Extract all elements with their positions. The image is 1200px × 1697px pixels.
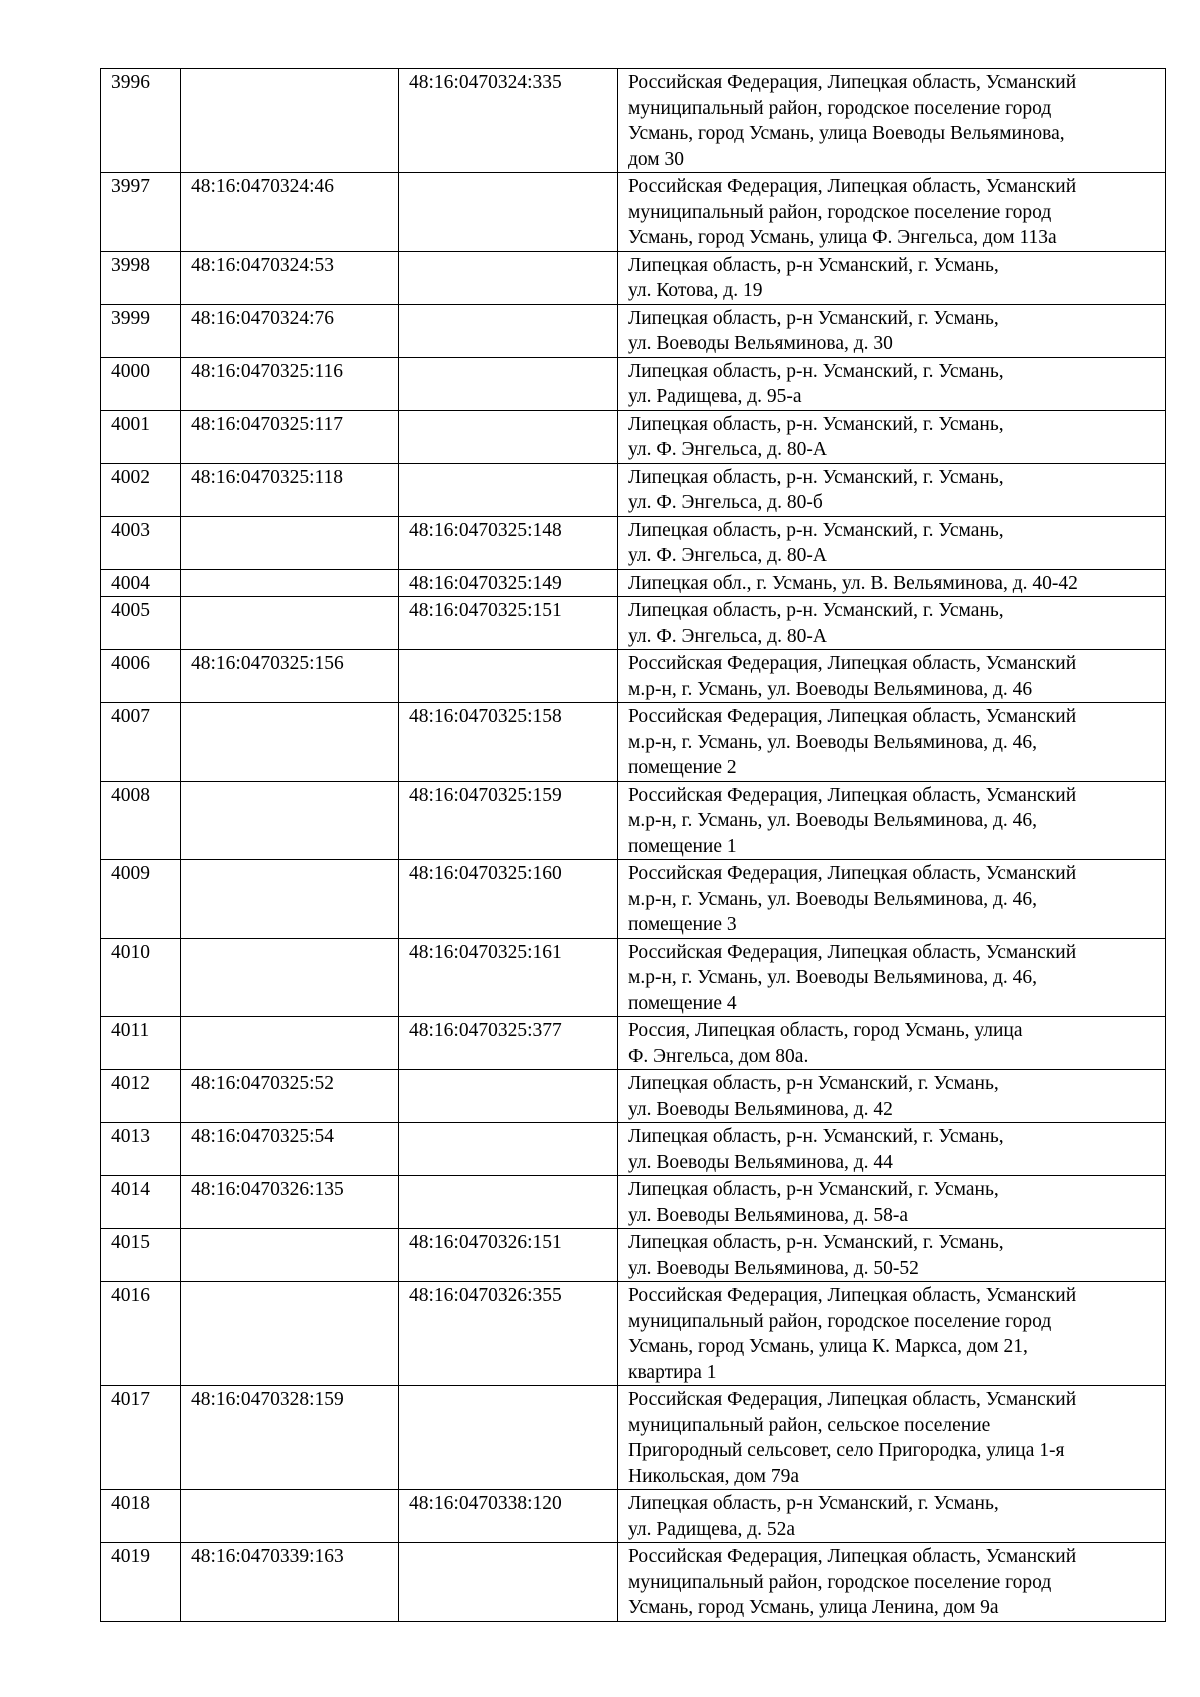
table-row [101, 650, 1166, 703]
land-cadastral-number-cell [181, 597, 399, 650]
row-number-cell: 4005 [101, 597, 181, 650]
table-row [101, 1176, 1166, 1229]
land-cadastral-number-cell [181, 569, 399, 597]
building-cadastral-number-cell: 48:16:0470324:335 [399, 69, 618, 173]
table-row [101, 1017, 1166, 1070]
building-cadastral-number-cell [399, 357, 618, 410]
building-cadastral-number-cell [399, 1070, 618, 1123]
land-cadastral-number-cell: 48:16:0470328:159 [181, 1386, 399, 1490]
address-cell: Липецкая область, р-н. Усманский, г. Усмань, ул. Ф. Энгельса, д. 80-А [618, 516, 1166, 569]
table-row [101, 410, 1166, 463]
land-cadastral-number-cell: 48:16:0470324:53 [181, 251, 399, 304]
table-row [101, 357, 1166, 410]
building-cadastral-number-cell [399, 1123, 618, 1176]
land-cadastral-number-cell: 48:16:0470325:116 [181, 357, 399, 410]
row-number-cell: 4007 [101, 703, 181, 782]
land-cadastral-number-cell [181, 1017, 399, 1070]
building-cadastral-number-cell: 48:16:0470325:161 [399, 938, 618, 1017]
address-cell: Липецкая область, р-н Усманский, г. Усмань, ул. Воеводы Вельяминова, д. 58-а [618, 1176, 1166, 1229]
building-cadastral-number-cell: 48:16:0470325:160 [399, 860, 618, 939]
building-cadastral-number-cell: 48:16:0470325:158 [399, 703, 618, 782]
table-row [101, 1229, 1166, 1282]
table-row [101, 516, 1166, 569]
row-number-cell: 4014 [101, 1176, 181, 1229]
row-number-cell: 4012 [101, 1070, 181, 1123]
row-number-cell: 4010 [101, 938, 181, 1017]
address-cell: Российская Федерация, Липецкая область, Усманский м.р-н, г. Усмань, ул. Воеводы Вельяминова, д. 46, помещение 1 [618, 781, 1166, 860]
building-cadastral-number-cell [399, 173, 618, 252]
building-cadastral-number-cell [399, 650, 618, 703]
land-cadastral-number-cell [181, 860, 399, 939]
land-cadastral-number-cell [181, 516, 399, 569]
row-number-cell: 4000 [101, 357, 181, 410]
table-row [101, 463, 1166, 516]
address-cell: Липецкая область, р-н. Усманский, г. Усмань, ул. Радищева, д. 95-а [618, 357, 1166, 410]
row-number-cell: 4009 [101, 860, 181, 939]
building-cadastral-number-cell [399, 410, 618, 463]
address-cell: Российская Федерация, Липецкая область, Усманский м.р-н, г. Усмань, ул. Воеводы Вельяминова, д. 46, помещение 4 [618, 938, 1166, 1017]
address-cell: Липецкая область, р-н Усманский, г. Усмань, ул. Котова, д. 19 [618, 251, 1166, 304]
table-row [101, 860, 1166, 939]
table-row [101, 703, 1166, 782]
building-cadastral-number-cell [399, 1176, 618, 1229]
table-row [101, 938, 1166, 1017]
building-cadastral-number-cell: 48:16:0470325:151 [399, 597, 618, 650]
row-number-cell: 4011 [101, 1017, 181, 1070]
building-cadastral-number-cell: 48:16:0470326:151 [399, 1229, 618, 1282]
land-cadastral-number-cell [181, 781, 399, 860]
address-cell: Липецкая область, р-н. Усманский, г. Усмань, ул. Воеводы Вельяминова, д. 44 [618, 1123, 1166, 1176]
row-number-cell: 4017 [101, 1386, 181, 1490]
row-number-cell: 4006 [101, 650, 181, 703]
row-number-cell: 4008 [101, 781, 181, 860]
building-cadastral-number-cell: 48:16:0470325:377 [399, 1017, 618, 1070]
table-row [101, 597, 1166, 650]
address-cell: Липецкая область, р-н. Усманский, г. Усмань, ул. Ф. Энгельса, д. 80-А [618, 597, 1166, 650]
building-cadastral-number-cell [399, 1543, 618, 1622]
row-number-cell: 4002 [101, 463, 181, 516]
building-cadastral-number-cell: 48:16:0470325:149 [399, 569, 618, 597]
land-cadastral-number-cell: 48:16:0470324:46 [181, 173, 399, 252]
building-cadastral-number-cell: 48:16:0470326:355 [399, 1282, 618, 1386]
table-row [101, 69, 1166, 173]
row-number-cell: 4003 [101, 516, 181, 569]
table-row [101, 781, 1166, 860]
row-number-cell: 4001 [101, 410, 181, 463]
address-cell: Липецкая область, р-н. Усманский, г. Усмань, ул. Ф. Энгельса, д. 80-б [618, 463, 1166, 516]
land-cadastral-number-cell [181, 938, 399, 1017]
table-row [101, 1070, 1166, 1123]
land-cadastral-number-cell: 48:16:0470325:118 [181, 463, 399, 516]
row-number-cell: 3999 [101, 304, 181, 357]
address-cell: Российская Федерация, Липецкая область, Усманский муниципальный район, городское поселение город Усмань, город Усмань, улица К. Маркса, дом 21, квартира 1 [618, 1282, 1166, 1386]
address-cell: Российская Федерация, Липецкая область, Усманский муниципальный район, городское поселение город Усмань, город Усмань, улица Ф. Энгельса, дом 113а [618, 173, 1166, 252]
row-number-cell: 4019 [101, 1543, 181, 1622]
row-number-cell: 3998 [101, 251, 181, 304]
table-row [101, 1490, 1166, 1543]
building-cadastral-number-cell: 48:16:0470338:120 [399, 1490, 618, 1543]
building-cadastral-number-cell [399, 251, 618, 304]
address-cell: Российская Федерация, Липецкая область, Усманский муниципальный район, городское поселение город Усмань, город Усмань, улица Ленина, дом 9а [618, 1543, 1166, 1622]
row-number-cell: 3996 [101, 69, 181, 173]
address-cell: Российская Федерация, Липецкая область, Усманский муниципальный район, городское поселение город Усмань, город Усмань, улица Воеводы Вельяминова, дом 30 [618, 69, 1166, 173]
building-cadastral-number-cell [399, 1386, 618, 1490]
table-row [101, 1123, 1166, 1176]
building-cadastral-number-cell [399, 463, 618, 516]
address-cell: Липецкая область, р-н Усманский, г. Усмань, ул. Воеводы Вельяминова, д. 30 [618, 304, 1166, 357]
land-cadastral-number-cell [181, 1229, 399, 1282]
land-cadastral-number-cell: 48:16:0470326:135 [181, 1176, 399, 1229]
address-cell: Российская Федерация, Липецкая область, Усманский м.р-н, г. Усмань, ул. Воеводы Вельяминова, д. 46, помещение 2 [618, 703, 1166, 782]
land-cadastral-number-cell [181, 1282, 399, 1386]
land-cadastral-number-cell: 48:16:0470339:163 [181, 1543, 399, 1622]
property-registry-table [100, 68, 1166, 1622]
address-cell: Липецкая область, р-н. Усманский, г. Усмань, ул. Ф. Энгельса, д. 80-А [618, 410, 1166, 463]
address-cell: Российская Федерация, Липецкая область, Усманский муниципальный район, сельское поселение Пригородный сельсовет, село Пригородка, улица 1-я Никольская, дом 79а [618, 1386, 1166, 1490]
land-cadastral-number-cell [181, 703, 399, 782]
table-row [101, 304, 1166, 357]
table-row [101, 173, 1166, 252]
registry-table-body [101, 69, 1166, 1622]
table-row [101, 1543, 1166, 1622]
table-row [101, 1282, 1166, 1386]
land-cadastral-number-cell: 48:16:0470325:52 [181, 1070, 399, 1123]
land-cadastral-number-cell: 48:16:0470325:54 [181, 1123, 399, 1176]
address-cell: Российская Федерация, Липецкая область, Усманский м.р-н, г. Усмань, ул. Воеводы Вельяминова, д. 46, помещение 3 [618, 860, 1166, 939]
land-cadastral-number-cell: 48:16:0470325:117 [181, 410, 399, 463]
row-number-cell: 4004 [101, 569, 181, 597]
row-number-cell: 3997 [101, 173, 181, 252]
address-cell: Липецкая область, р-н Усманский, г. Усмань, ул. Радищева, д. 52а [618, 1490, 1166, 1543]
land-cadastral-number-cell: 48:16:0470325:156 [181, 650, 399, 703]
building-cadastral-number-cell: 48:16:0470325:148 [399, 516, 618, 569]
address-cell: Липецкая область, р-н Усманский, г. Усмань, ул. Воеводы Вельяминова, д. 42 [618, 1070, 1166, 1123]
row-number-cell: 4015 [101, 1229, 181, 1282]
address-cell: Липецкая область, р-н. Усманский, г. Усмань, ул. Воеводы Вельяминова, д. 50-52 [618, 1229, 1166, 1282]
address-cell: Липецкая обл., г. Усмань, ул. В. Вельяминова, д. 40-42 [618, 569, 1166, 597]
row-number-cell: 4016 [101, 1282, 181, 1386]
land-cadastral-number-cell: 48:16:0470324:76 [181, 304, 399, 357]
table-row [101, 1386, 1166, 1490]
building-cadastral-number-cell: 48:16:0470325:159 [399, 781, 618, 860]
land-cadastral-number-cell [181, 69, 399, 173]
row-number-cell: 4013 [101, 1123, 181, 1176]
table-row [101, 251, 1166, 304]
address-cell: Российская Федерация, Липецкая область, Усманский м.р-н, г. Усмань, ул. Воеводы Вельяминова, д. 46 [618, 650, 1166, 703]
address-cell: Россия, Липецкая область, город Усмань, улица Ф. Энгельса, дом 80а. [618, 1017, 1166, 1070]
row-number-cell: 4018 [101, 1490, 181, 1543]
table-row [101, 569, 1166, 597]
building-cadastral-number-cell [399, 304, 618, 357]
land-cadastral-number-cell [181, 1490, 399, 1543]
